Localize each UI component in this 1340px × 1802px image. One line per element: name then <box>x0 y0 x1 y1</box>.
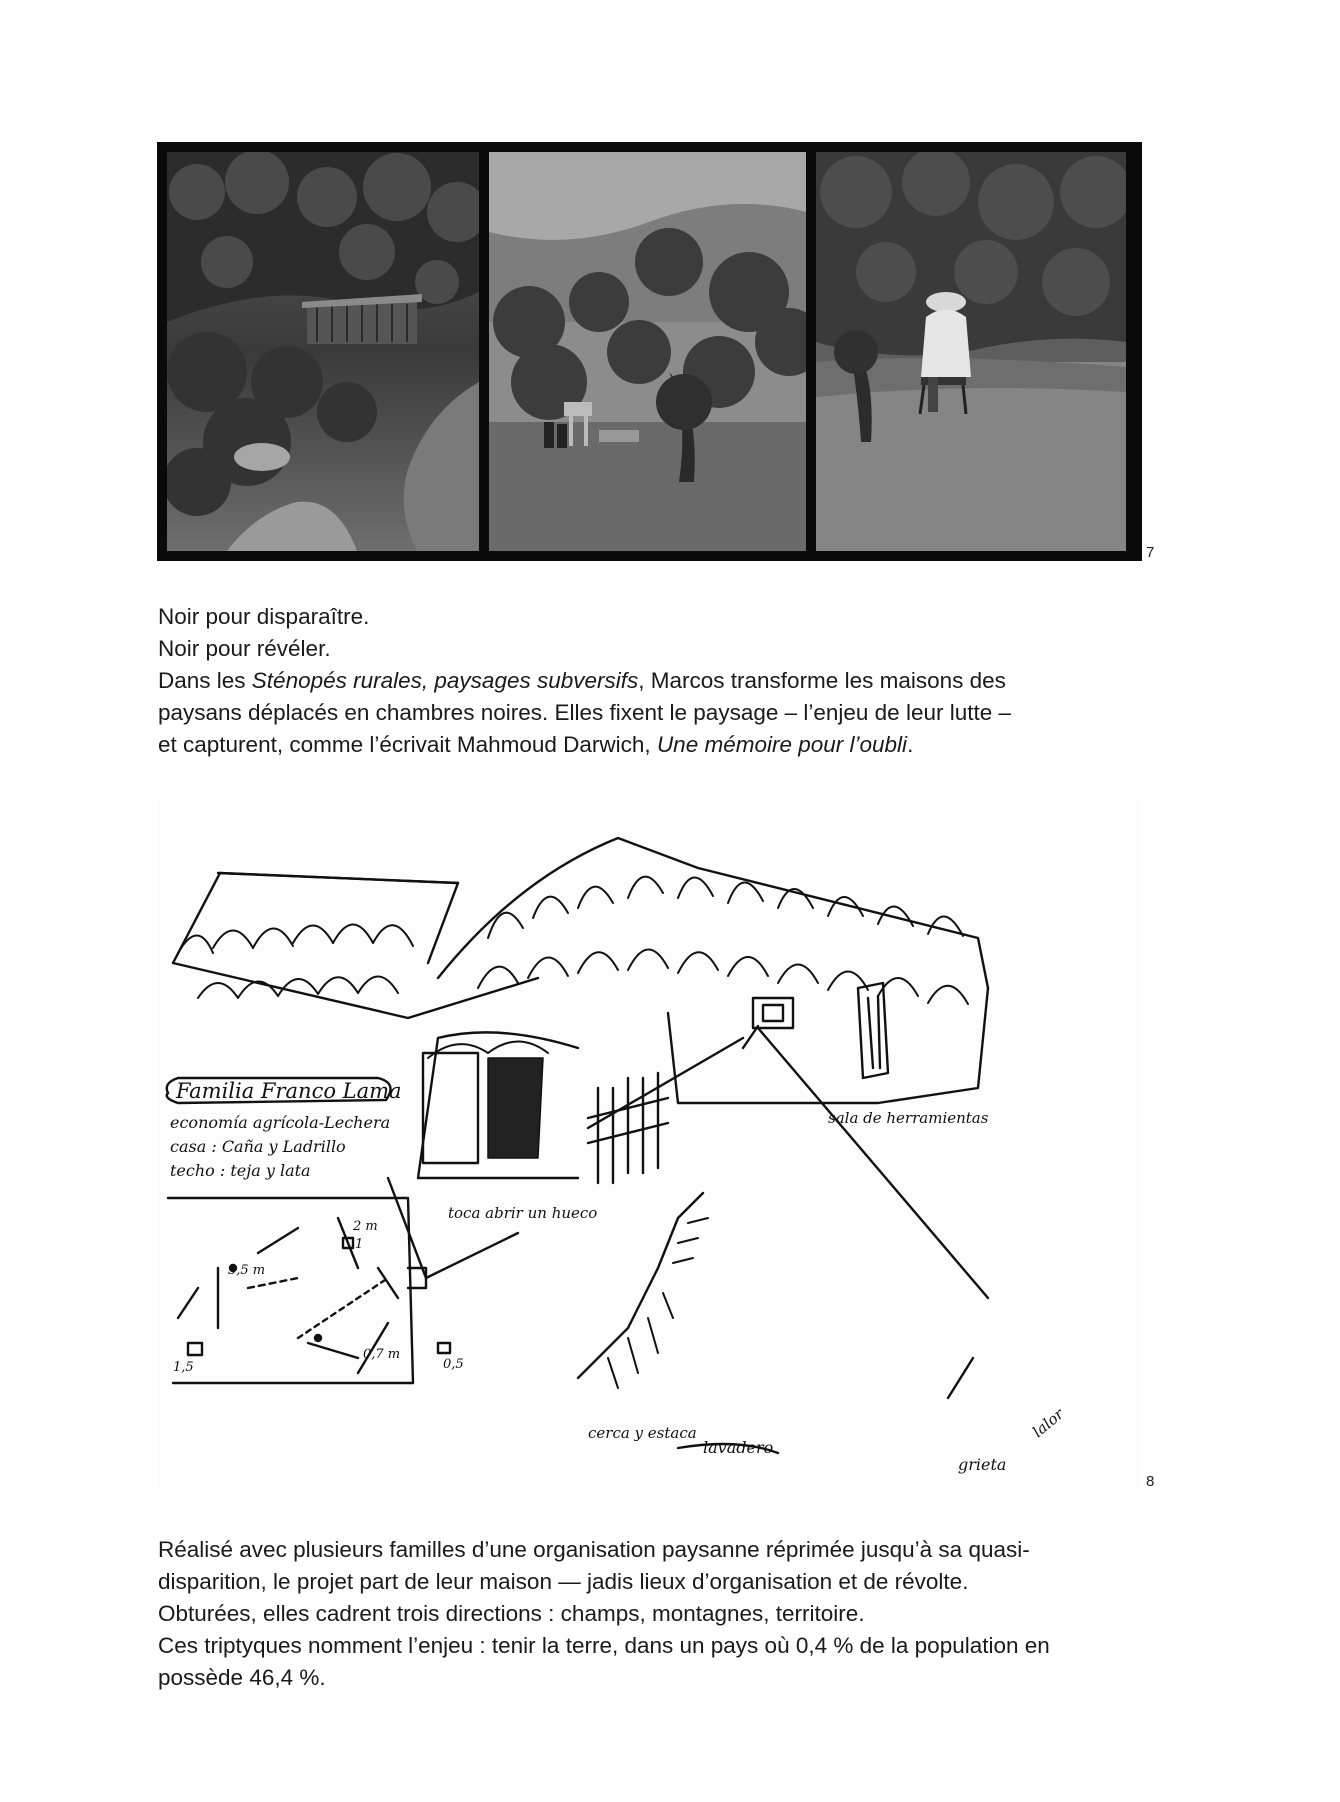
text-line: Ces triptyques nomment l’enjeu : tenir la terre, dans un pays où 0,4 % de la population en <box>158 1633 1050 1658</box>
text-line: Dans les Sténopés rurales, paysages subversifs, Marcos transforme les maisons des <box>158 668 1006 693</box>
sketch-dim-0-7: 0,7 m <box>363 1347 401 1362</box>
paragraph-project <box>158 1534 1050 1694</box>
sketch-dim-0-5: 0,5 <box>443 1357 464 1372</box>
paragraph-intro <box>158 601 1011 761</box>
text-line: disparition, le projet part de leur maison — jadis lieux d’organisation et de révolte. <box>158 1569 969 1594</box>
sketch-dim-3-5: 3,5 m <box>228 1263 266 1278</box>
footnote-marker-7: 7 <box>1146 544 1155 561</box>
photo-seated-figure <box>816 152 1126 551</box>
sketch-note-tools: sala de herramientas <box>828 1109 989 1127</box>
sketch-note-crack: grieta <box>958 1455 1007 1474</box>
text-line: et capturent, comme l’écrivait Mahmoud Darwich, Une mémoire pour l’oubli. <box>158 732 914 757</box>
sketch-note-walls: casa : Caña y Ladrillo <box>170 1137 346 1156</box>
footnote-marker-8: 8 <box>1146 1473 1155 1490</box>
text-line: paysans déplacés en chambres noires. Elles fixent le paysage – l’enjeu de leur lutte – <box>158 700 1012 725</box>
sketch-note-roof: techo : teja y lata <box>170 1161 311 1180</box>
photo-hillside-house <box>167 152 479 551</box>
sketch-note-economy: economía agrícola-Lechera <box>170 1113 391 1132</box>
house-sketch-drawing <box>158 798 1141 1490</box>
photo-mountain-garden <box>489 152 806 551</box>
sketch-note-hole: toca abrir un hueco <box>448 1204 598 1222</box>
photo-triptych <box>157 142 1142 561</box>
sketch-note-family: Familia Franco Lama <box>176 1079 402 1103</box>
text-line: Noir pour disparaître. <box>158 604 370 629</box>
sketch-note-laundry: lavadero <box>703 1438 774 1457</box>
sketch-note-right: lalor <box>1029 1404 1068 1442</box>
sketch-dim-1: 1 <box>355 1237 364 1252</box>
text-line: Réalisé avec plusieurs familles d’une organisation paysanne réprimée jusqu’à sa quasi- <box>158 1537 1030 1562</box>
text-line: Noir pour révéler. <box>158 636 331 661</box>
text-line: possède 46,4 %. <box>158 1665 326 1690</box>
sketch-dim-1-5: 1,5 <box>173 1360 194 1375</box>
text-line: Obturées, elles cadrent trois directions : champs, montagnes, territoire. <box>158 1601 865 1626</box>
sketch-note-fence: cerca y estaca <box>588 1424 697 1442</box>
sketch-dim-2m: 2 m <box>353 1219 378 1234</box>
work-title: Sténopés rurales, paysages subversifs <box>251 668 639 693</box>
book-title: Une mémoire pour l’oubli <box>656 732 908 757</box>
